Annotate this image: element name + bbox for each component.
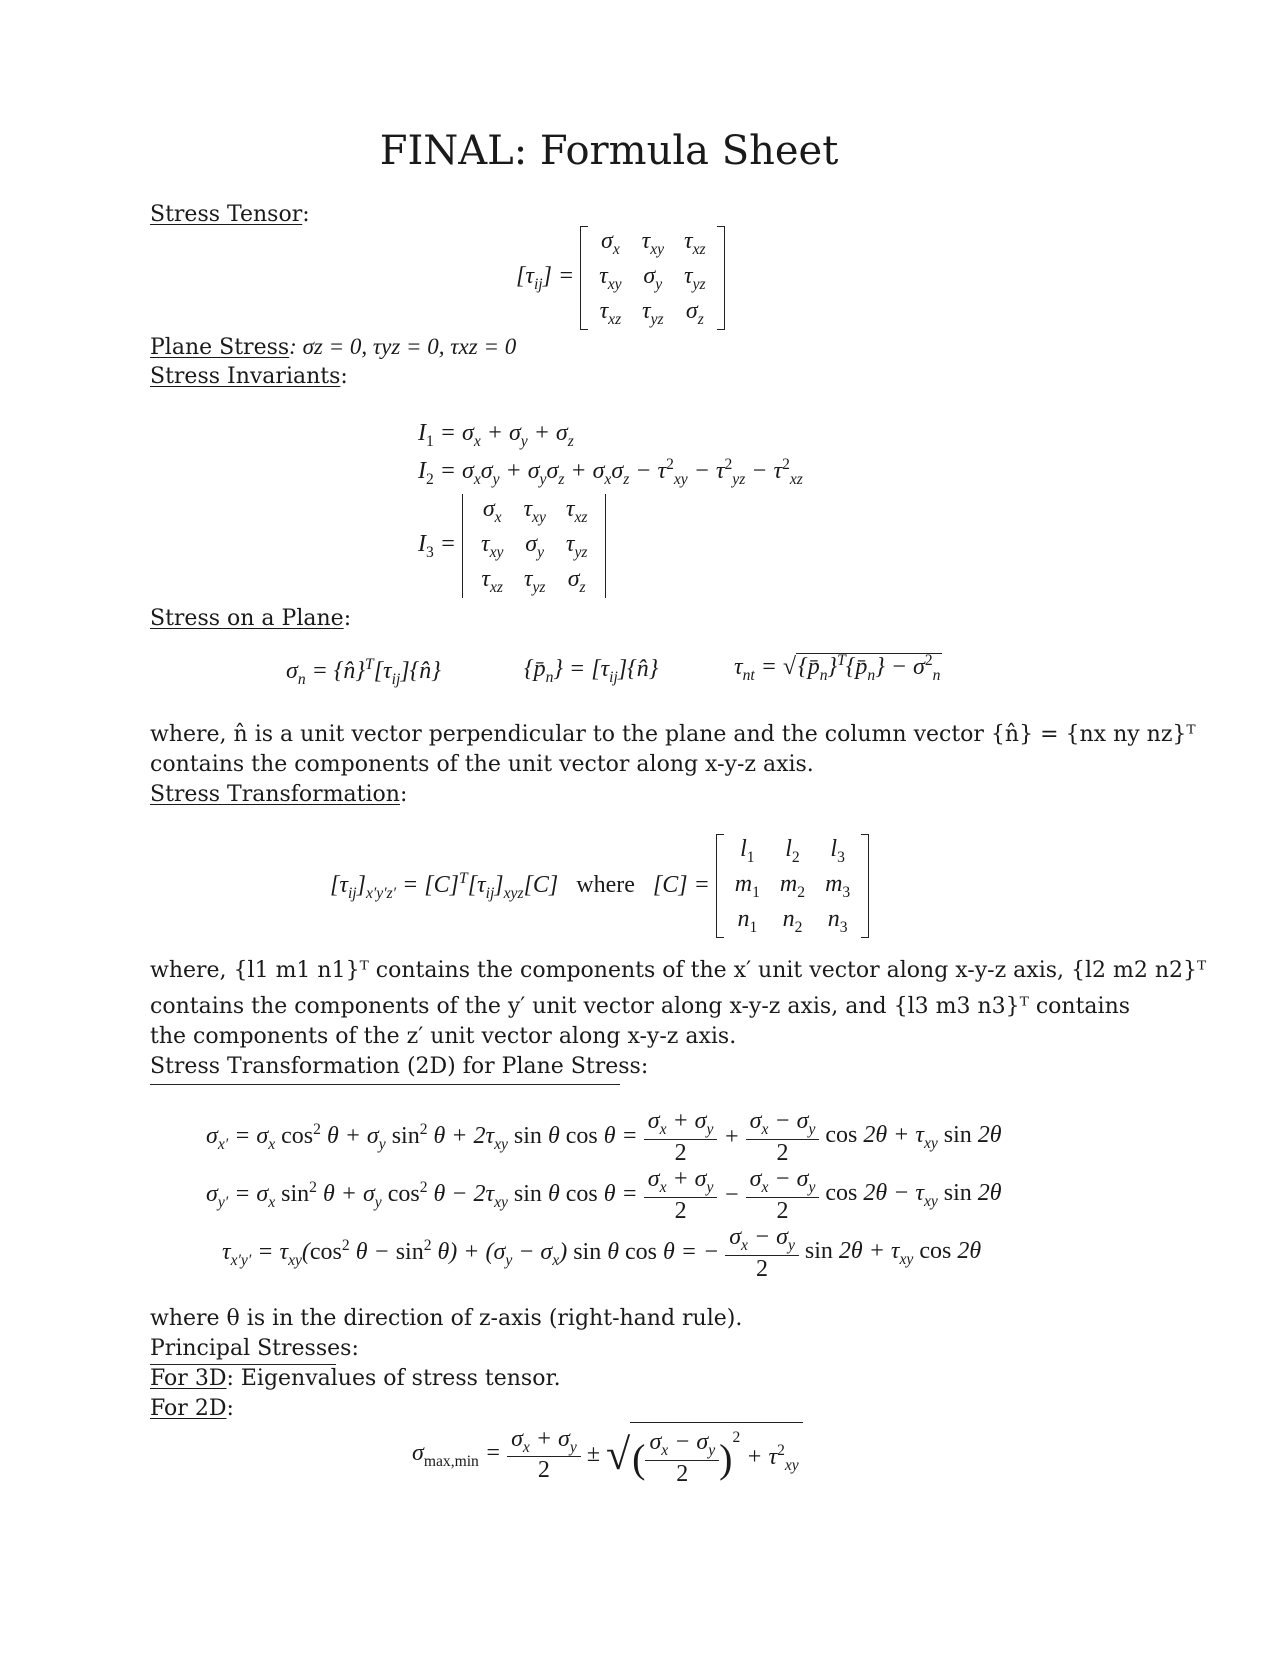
principal-stress-equation: $\sigma_{max,min}$ = $\frac{\sigma_x + \sigma_y}{2}$ ± √( $\frac{\sigma_x - \sigma_y}{2}$ )$^2 + \tau^2_{xy}$ bbox=[412, 1422, 803, 1488]
transform-where-line-2: contains the components of the y′ unit vector along x-y-z axis, and {l3 m3 n3}ᵀ contains bbox=[150, 994, 1131, 1019]
plane-stress-equation: : σz = 0, τyz = 0, τxz = 0 bbox=[289, 334, 517, 359]
stress-on-plane-heading: Stress on a Plane: bbox=[150, 606, 352, 631]
direction-cosine-matrix: $l_1$ $l_2$ $l_3$ $m_1$ $m_2$ $m_3$ $n_1$ $n_2$ $n_3$ bbox=[716, 834, 869, 938]
stress-invariants-heading: Stress Invariants: bbox=[150, 364, 348, 389]
invariant-i2: $I_2 = \sigma_x\sigma_y + \sigma_y\sigma_z + \sigma_x\sigma_z - \tau^2_{xy} - \tau^2_{yz} - \tau^2_{xz}$ bbox=[418, 456, 803, 488]
theta-note: where θ is in the direction of z-axis (right-hand rule). bbox=[150, 1306, 743, 1331]
stress-tensor-heading: Stress Tensor: bbox=[150, 202, 310, 227]
plane-stress-line bbox=[150, 334, 516, 360]
transform-where-line-3: the components of the z′ unit vector along x-y-z axis. bbox=[150, 1024, 737, 1049]
plane-stress-label: Plane Stress bbox=[150, 335, 290, 360]
plane-where-line-1: where, n̂ is a unit vector perpendicular to the plane and the column vector {n̂} = {nx ny nz}ᵀ bbox=[150, 722, 1196, 747]
invariant-determinant: $\sigma_x$ $\tau_{xy}$ $\tau_{xz}$ $\tau_{xy}$ $\sigma_y$ $\tau_{yz}$ $\tau_{xz}$ $\tau_{yz}$ $\sigma_z$ bbox=[462, 494, 606, 598]
stress-transformation-label: Stress Transformation bbox=[150, 782, 400, 807]
shear-stress-equation: $\tau_{nt}$ = $√\{p̄_n\}^T\{p̄_n\} - \sigma^2_n$ bbox=[734, 652, 941, 684]
traction-equation: $\{p̄_n\}$ = $[\tau_{ij}]\{n̂\}$ bbox=[524, 656, 659, 686]
stress-tensor-equation: $[\tau_{ij}]$ = $\sigma_x$ $\tau_{xy}$ $\tau_{xz}$ $\tau_{xy}$ $\sigma_y$ $\tau_{yz}$ $\tau_{xz}$ $\tau_{yz}$ $\sigma_z$ bbox=[516, 226, 725, 330]
section-underline bbox=[150, 1084, 620, 1085]
for-3d-text: : Eigenvalues of stress tensor. bbox=[226, 1366, 561, 1391]
normal-stress-equation: $\sigma_n$ = $\{n̂\}^T[\tau_{ij}]\{n̂\}$ bbox=[286, 656, 441, 688]
stress-transformation-2d-heading: Stress Transformation (2D) for Plane Stress: bbox=[150, 1054, 649, 1079]
invariant-i1: $I_1 = \sigma_x + \sigma_y + \sigma_z$ bbox=[418, 420, 574, 450]
for-3d-label: For 3D bbox=[150, 1366, 227, 1391]
transform-where-line-1: where, {l1 m1 n1}ᵀ contains the components of the x′ unit vector along x-y-z axis, {l2 m2 n2}ᵀ bbox=[150, 958, 1207, 983]
stress-tensor-matrix: $\sigma_x$ $\tau_{xy}$ $\tau_{xz}$ $\tau_{xy}$ $\sigma_y$ $\tau_{yz}$ $\tau_{xz}$ $\tau_{yz}$ $\sigma_z$ bbox=[580, 226, 724, 330]
principal-stresses-heading: Principal Stresses: bbox=[150, 1336, 359, 1361]
transformation-equation: $[\tau_{ij}]_{x'y'z'} = [C]^T[\tau_{ij}]_{xyz}[C]$ where [C] = $l_1$ $l_2$ $l_3$ $m_1$ $m_2$ $m_3$ $n_1$ $n_2$ $n_3$ bbox=[330, 834, 869, 938]
stress-invariants-label: Stress Invariants bbox=[150, 364, 341, 389]
plane-where-line-2: contains the components of the unit vector along x-y-z axis. bbox=[150, 752, 814, 777]
stress-tensor-label: Stress Tensor bbox=[150, 202, 303, 227]
principal-underline bbox=[150, 1364, 336, 1365]
invariant-i3: $I_3$ = $\sigma_x$ $\tau_{xy}$ $\tau_{xz}$ $\tau_{xy}$ $\sigma_y$ $\tau_{yz}$ $\tau_{xz}$ $\tau_{yz}$ $\sigma_z$ bbox=[418, 494, 606, 598]
stress-transformation-heading: Stress Transformation: bbox=[150, 782, 408, 807]
sigma-y-prime-equation: $\sigma_{y'} = \sigma_x$ $\sin^2 \theta + \sigma_y$ $\cos^2 \theta - 2\tau_{xy}$ sin θ cos θ = $\frac{\sigma_x + \sigma_y}{2}$ − $\frac{\sigma_x - \sigma_y}{2}$ $\cos 2\theta - \tau_{xy}$ sin 2θ bbox=[206, 1166, 1002, 1224]
stress-transformation-2d-label: Stress Transformation (2D) for Plane Stress bbox=[150, 1054, 641, 1079]
page-title: FINAL: Formula Sheet bbox=[379, 128, 839, 174]
for-2d-label: For 2D bbox=[150, 1396, 227, 1421]
tau-prime-equation: $\tau_{x'y'} = \tau_{xy}(\cos^2$ $\theta - \sin^2 \theta) + (\sigma_y - \sigma_x)$ sin θ cos θ = − $\frac{\sigma_x - \sigma_y}{2}$ $\sin 2\theta + \tau_{xy}$ cos 2θ bbox=[222, 1224, 982, 1282]
stress-on-plane-label: Stress on a Plane bbox=[150, 606, 344, 631]
sigma-x-prime-equation: $\sigma_{x'} = \sigma_x$ $\cos^2 \theta + \sigma_y$ $\sin^2 \theta + 2\tau_{xy}$ sin θ cos θ = $\frac{\sigma_x + \sigma_y}{2}$ + $\frac{\sigma_x - \sigma_y}{2}$ $\cos 2\theta + \tau_{xy}$ sin 2θ bbox=[206, 1108, 1002, 1166]
principal-stresses-label: Principal Stresses bbox=[150, 1336, 352, 1361]
for-3d-line bbox=[150, 1366, 561, 1391]
for-2d-line: For 2D: bbox=[150, 1396, 234, 1421]
